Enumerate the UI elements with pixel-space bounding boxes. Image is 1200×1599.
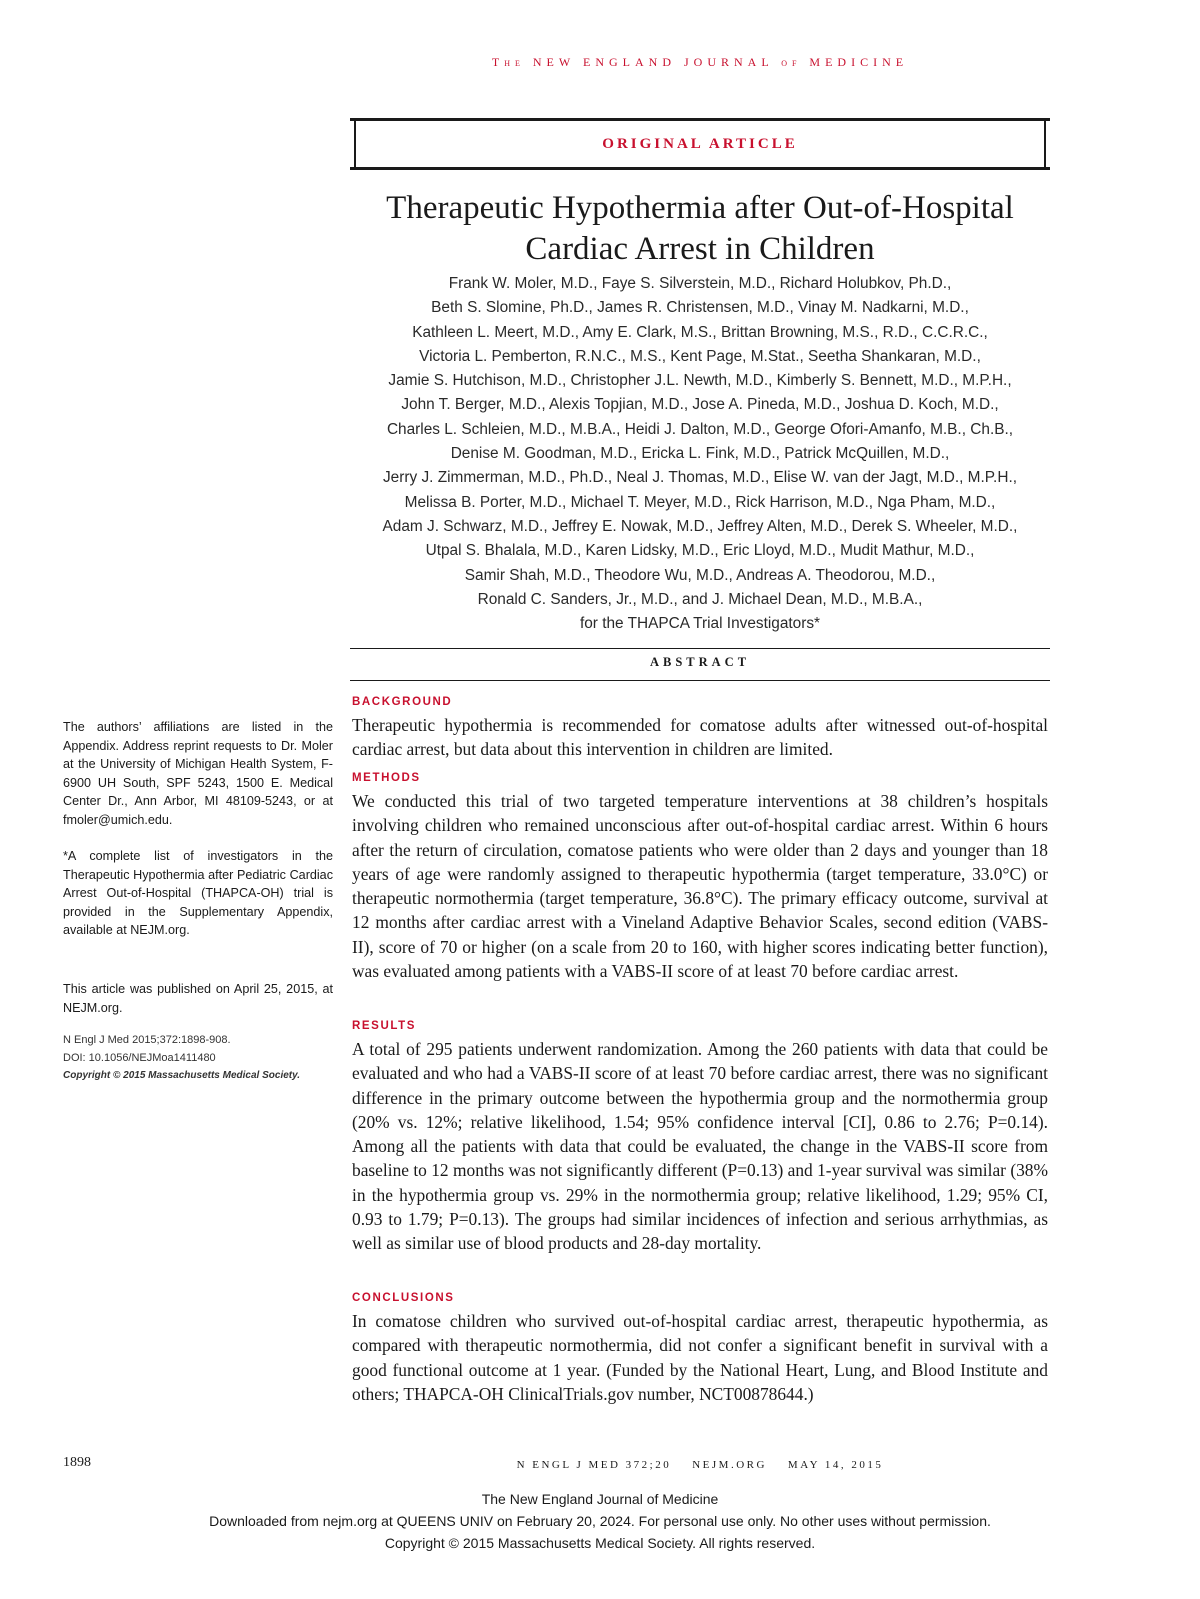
notice-copyright: Copyright © 2015 Massachusetts Medical Society. All rights reserved. bbox=[384, 1535, 816, 1551]
page-number: 1898 bbox=[63, 1455, 91, 1470]
affiliations-note: The authors’ affiliations are listed in the Appendix. Address reprint requests to Dr. Moler at the University of Michigan Health System, F-6900 UH South, SPF 5243, 1500 E. Medical Center Dr., Ann Arbor, MI 48109-5243, or at fmoler@umich.edu. bbox=[63, 720, 333, 827]
results-text: A total of 295 patients underwent randomization. Among the 260 patients with data that could be evaluated and who had a VABS-II score of at least 70 before cardiac arrest, there was no significant difference in the primary outcome between the hypothermia group and the normothermia group (20% vs. 12%; relative likelihood, 1.54; 95% confidence interval [CI], 0.86 to 2.76; P=0.14). Among all the patients with data that could be evaluated, the change in the VABS-II score from baseline to 12 months was not significantly different (P=0.13) and 1-year survival was similar (38% in the hypothermia group vs. 29% in the normothermia group; relative likelihood, 1.29; 95% CI, 0.93 to 1.79; P=0.13). The groups had similar incidences of infection and serious arrhythmias, as well as similar use of blood products and 28-day mortality. bbox=[352, 1039, 1048, 1254]
author-line: Denise M. Goodman, M.D., Ericka L. Fink, M.D., Patrick McQuillen, M.D., bbox=[450, 445, 950, 463]
sidebar-copyright: Copyright © 2015 Massachusetts Medical Society. bbox=[63, 1070, 301, 1081]
download-notice bbox=[0, 1488, 1200, 1554]
investigators-note: *A complete list of investigators in the Therapeutic Hypothermia after Pediatric Cardiac Arrest Out-of-Hospital (THAPCA-OH) trial is provided in the Supplementary Appendix, available at NEJM.org. bbox=[63, 849, 333, 937]
author-line: Adam J. Schwarz, M.D., Jeffrey E. Nowak, M.D., Jeffrey Alten, M.D., Derek S. Wheeler, M.D., bbox=[382, 517, 1018, 535]
author-line: Jamie S. Hutchison, M.D., Christopher J.L. Newth, M.D., Kimberly S. Bennett, M.D., M.P.H., bbox=[388, 372, 1012, 390]
citation-block bbox=[63, 1032, 333, 1085]
author-line: Victoria L. Pemberton, R.N.C., M.S., Kent Page, M.Stat., Seetha Shankaran, M.D., bbox=[419, 347, 981, 365]
author-line: Jerry J. Zimmerman, M.D., Ph.D., Neal J. Thomas, M.D., Elise W. van der Jagt, M.D., M.P.H., bbox=[382, 469, 1017, 487]
author-line: Ronald C. Sanders, Jr., M.D., and J. Michael Dean, M.D., M.B.A., bbox=[477, 590, 923, 608]
conclusions-text: In comatose children who survived out-of-hospital cardiac arrest, therapeutic hypothermia, as compared with therapeutic normothermia, did not confer a significant benefit in survival with a good functional outcome at 1 year. (Funded by the National Heart, Lung, and Blood Institute and others; THAPCA-OH ClinicalTrials.gov number, NCT00878644.) bbox=[352, 1311, 1048, 1404]
issue-line: N ENGL J MED 372;20 NEJM.ORG MAY 14, 2015 bbox=[516, 1459, 884, 1471]
article-type-box bbox=[350, 118, 1050, 170]
abstract-heading: ABSTRACT bbox=[649, 655, 751, 669]
journal-header: The NEW ENGLAND JOURNAL of MEDICINE bbox=[491, 55, 909, 69]
background-text: Therapeutic hypothermia is recommended for comatose adults after witnessed out-of-hospital cardiac arrest, but data about this intervention in children are limited. bbox=[352, 715, 1048, 760]
author-line: John T. Berger, M.D., Alexis Topjian, M.D., Jose A. Pineda, M.D., Joshua D. Koch, M.D., bbox=[401, 396, 999, 414]
conclusions-heading: CONCLUSIONS bbox=[352, 1292, 455, 1304]
background-heading: BACKGROUND bbox=[352, 696, 453, 708]
author-line: for the THAPCA Trial Investigators* bbox=[579, 615, 821, 633]
citation: N Engl J Med 2015;372:1898-908. bbox=[63, 1034, 231, 1046]
author-line: Samir Shah, M.D., Theodore Wu, M.D., Andreas A. Theodorou, M.D., bbox=[464, 566, 936, 584]
author-line: Charles L. Schleien, M.D., M.B.A., Heidi J. Dalton, M.D., George Ofori-Amanfo, M.B., Ch.B., bbox=[386, 420, 1014, 438]
author-list bbox=[345, 272, 1055, 636]
author-line: Kathleen L. Meert, M.D., Amy E. Clark, M.S., Brittan Browning, M.S., R.D., C.C.R.C., bbox=[412, 323, 988, 341]
publication-note: This article was published on April 25, 2015, at NEJM.org. bbox=[63, 982, 333, 1015]
author-line: Beth S. Slomine, Ph.D., James R. Christensen, M.D., Vinay M. Nadkarni, M.D., bbox=[431, 299, 969, 317]
methods-text: We conducted this trial of two targeted temperature interventions at 38 children’s hospitals involving children who remained unconscious after out-of-hospital cardiac arrest. Within 6 hours after the return of circulation, comatose patients who were older than 2 days and younger than 18 years of age were randomly assigned to therapeutic hypothermia (target temperature, 33.0°C) or therapeutic normothermia (target temperature, 36.8°C). The primary efficacy outcome, survival at 12 months after cardiac arrest with a Vineland Adaptive Behavior Scales, second edition (VABS-II), score of 70 or higher (on a scale from 20 to 160, with higher scores indicating better function), was evaluated among patients with a VABS-II score of at least 70 before cardiac arrest. bbox=[352, 791, 1048, 982]
notice-journal: The New England Journal of Medicine bbox=[481, 1491, 719, 1507]
article-type-label: ORIGINAL ARTICLE bbox=[602, 136, 798, 152]
results-heading: RESULTS bbox=[352, 1020, 417, 1032]
abstract-top-rule bbox=[350, 648, 1050, 649]
article-title: Therapeutic Hypothermia after Out-of-Hospital Cardiac Arrest in Children bbox=[386, 190, 1014, 267]
author-line: Frank W. Moler, M.D., Faye S. Silverstein, M.D., Richard Holubkov, Ph.D., bbox=[448, 275, 952, 292]
author-line: Utpal S. Bhalala, M.D., Karen Lidsky, M.D., Eric Lloyd, M.D., Mudit Mathur, M.D., bbox=[425, 542, 975, 560]
methods-heading: METHODS bbox=[352, 772, 421, 784]
doi[interactable]: DOI: 10.1056/NEJMoa1411480 bbox=[63, 1051, 216, 1064]
author-line: Melissa B. Porter, M.D., Michael T. Meyer, M.D., Rick Harrison, M.D., Nga Pham, M.D., bbox=[404, 493, 996, 511]
notice-download: Downloaded from nejm.org at QUEENS UNIV on February 20, 2024. For personal use only. No other uses without permission. bbox=[209, 1513, 991, 1529]
abstract-bottom-rule bbox=[350, 680, 1050, 681]
